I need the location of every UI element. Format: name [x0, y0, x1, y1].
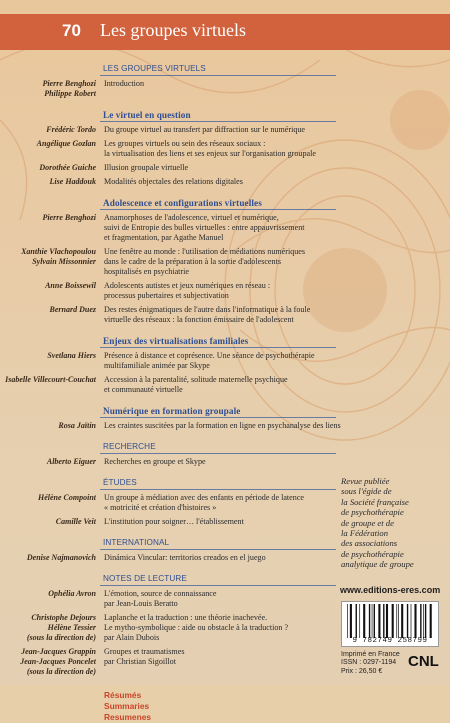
section-divider	[100, 489, 336, 490]
entry-title: L'émotion, source de connaissance par Jean-Louis Beratto	[104, 589, 217, 608]
barcode-bar	[425, 604, 426, 638]
entry-title: Du groupe virtuel au transfert par diffraction sur le numérique	[104, 125, 305, 134]
entry-title: Illusion groupale virtuelle	[104, 163, 189, 172]
entry-title: Accession à la parentalité, solitude maternelle psychique et communauté virtuelle	[104, 375, 288, 394]
section-divider	[100, 347, 336, 348]
issue-number: 70	[62, 21, 81, 40]
barcode-bar	[414, 604, 416, 638]
section-title: LES GROUPES VIRTUELS	[103, 64, 206, 73]
entry-title: Groupes et traumatismes par Christian Sigoillot	[104, 647, 185, 666]
entry-title: Recherches en groupe et Skype	[104, 457, 206, 466]
barcode-number: 9 782749 258799	[352, 637, 428, 645]
entry-author: Rosa Jaïtin	[58, 421, 96, 430]
entry-author: Svetlana Hiers	[47, 351, 96, 360]
entry-author: Xanthie Vlachopoulou Sylvain Missonnier	[21, 247, 96, 266]
barcode-bar	[359, 604, 360, 638]
barcode-bar	[369, 604, 370, 638]
section-divider	[100, 453, 336, 454]
section-title: ÉTUDES	[103, 478, 137, 487]
entry-author: Jean-Jacques Grappin Jean-Jacques Poncelet (sous la direction de)	[20, 647, 96, 676]
barcode-bar	[396, 604, 397, 638]
resume-label: Resumenes	[104, 712, 152, 722]
entry-title: Adolescents autistes et jeux numériques en réseau : processus pubertaires et subjectivation	[104, 281, 271, 300]
entry-author: Frédéric Tordo	[46, 125, 96, 134]
entry-title: Anamorphoses de l'adolescence, virtuel et numérique, suivi de Entropie des bulles virtuelles : entre appauvrissement et fragmentation, par Agathe Manuel	[104, 213, 305, 242]
barcode-bar	[411, 604, 412, 638]
entry-title: Les groupes virtuels ou sein des réseaux sociaux : la virtualisation des liens et ses enjeux sur l'organisation groupale	[104, 139, 316, 158]
resume-label: Résumés	[104, 690, 142, 700]
section-divider	[100, 585, 336, 586]
section-title: Adolescence et configurations virtuelles	[103, 198, 262, 208]
barcode-bar	[363, 604, 365, 638]
entry-title: Un groupe à médiation avec des enfants en période de latence « motricité et création d'histoires »	[104, 493, 305, 512]
barcode-bar	[383, 604, 384, 638]
barcode-bar	[374, 604, 375, 638]
section-divider	[100, 417, 336, 418]
barcode-bar	[356, 604, 357, 638]
entry-author: Angélique Gozlan	[36, 139, 96, 148]
section-divider	[100, 209, 336, 210]
entry-author: Denise Najmanovich	[26, 553, 96, 562]
barcode-bar	[347, 604, 348, 638]
section-title: Le virtuel en question	[103, 110, 191, 120]
section-divider	[100, 549, 336, 550]
issue-title: Les groupes virtuels	[100, 20, 246, 40]
entry-author: Lise Haddouk	[49, 177, 96, 186]
barcode-bar	[430, 604, 432, 638]
entry-title: Présence à distance et coprésence. Une séance de psychothérapie multifamiliale animée par Skype	[104, 351, 315, 370]
entry-author: Camille Veit	[55, 517, 96, 526]
entry-title: L'institution pour soigner… l'établissement	[104, 517, 244, 526]
entry-title: Laplanche et la traduction : une théorie inachevée. Le mytho-symbolique : aide ou obstacle à la traduction ? par Alain Dubois	[104, 613, 289, 642]
section-title: NOTES DE LECTURE	[103, 574, 187, 583]
entry-author: Pierre Benghozi	[42, 213, 96, 222]
section-title: RECHERCHE	[103, 442, 156, 451]
section-title: Numérique en formation groupale	[103, 406, 241, 416]
barcode-bar	[401, 604, 403, 638]
entry-author: Hélène Compoint	[38, 493, 96, 502]
barcode-bar	[372, 604, 373, 638]
section-title: Enjeux des virtualisations familiales	[103, 336, 249, 346]
publisher-note: Revue publiée sous l'égide de la Société française de psychothérapie de groupe et de la Fédération des associations de psychothérapie analytique de groupe	[341, 476, 414, 570]
resume-label: Summaries	[104, 701, 150, 711]
barcode-bars	[343, 604, 439, 638]
section-divider	[100, 75, 336, 76]
entry-author: Isabelle Villecourt-Couchat	[5, 375, 96, 384]
entry-title: Modalités objectales des relations digitales	[104, 177, 243, 186]
entry-author: Bernard Duez	[49, 305, 96, 314]
entry-title: Les craintes suscitées par la formation en ligne en psychanalyse des liens	[104, 421, 341, 430]
section-title: INTERNATIONAL	[103, 538, 170, 547]
barcode-bar	[423, 604, 424, 638]
barcode-bar	[350, 604, 352, 638]
barcode-bar	[407, 604, 408, 638]
barcode-bar	[420, 604, 421, 638]
barcode-bar	[378, 604, 380, 638]
cnl-logo	[408, 651, 442, 673]
entry-title: Des restes énigmatiques de l'autre dans l'informatique à la foule virtuelle des réseaux : la fonction émissaire de l'adolescent	[104, 305, 311, 324]
entry-author: Ophélia Avron	[48, 589, 96, 598]
entry-title: Introduction	[104, 79, 145, 88]
entry-title: Une fenêtre au monde : l'utilisation de médiations numériques dans le cadre de la préparation à la sortie d'adolescents hospitalisés en psychiatrie	[104, 247, 306, 276]
barcode	[341, 601, 439, 647]
cnl-logo-text: CNL	[408, 653, 439, 670]
entry-title: Dinámica Vincular: territorios creados en el juego	[104, 553, 266, 562]
entry-author: Anne Boissewil	[45, 281, 96, 290]
entry-author: Pierre Benghozi Philippe Robert	[42, 79, 96, 98]
entry-author: Dorothée Guiche	[39, 163, 96, 172]
print-info: Imprimé en France ISSN : 0297-1194 Prix : 26,50 €	[341, 651, 400, 675]
barcode-bar	[392, 604, 394, 638]
entry-author: Alberto Eiguer	[46, 457, 96, 466]
section-divider	[100, 121, 336, 122]
entry-author: Christophe Dejours Hélène Tessier (sous la direction de)	[26, 613, 96, 642]
publisher-website: www.editions-eres.com	[340, 585, 441, 595]
barcode-bar	[398, 604, 399, 638]
barcode-bar	[386, 604, 388, 638]
